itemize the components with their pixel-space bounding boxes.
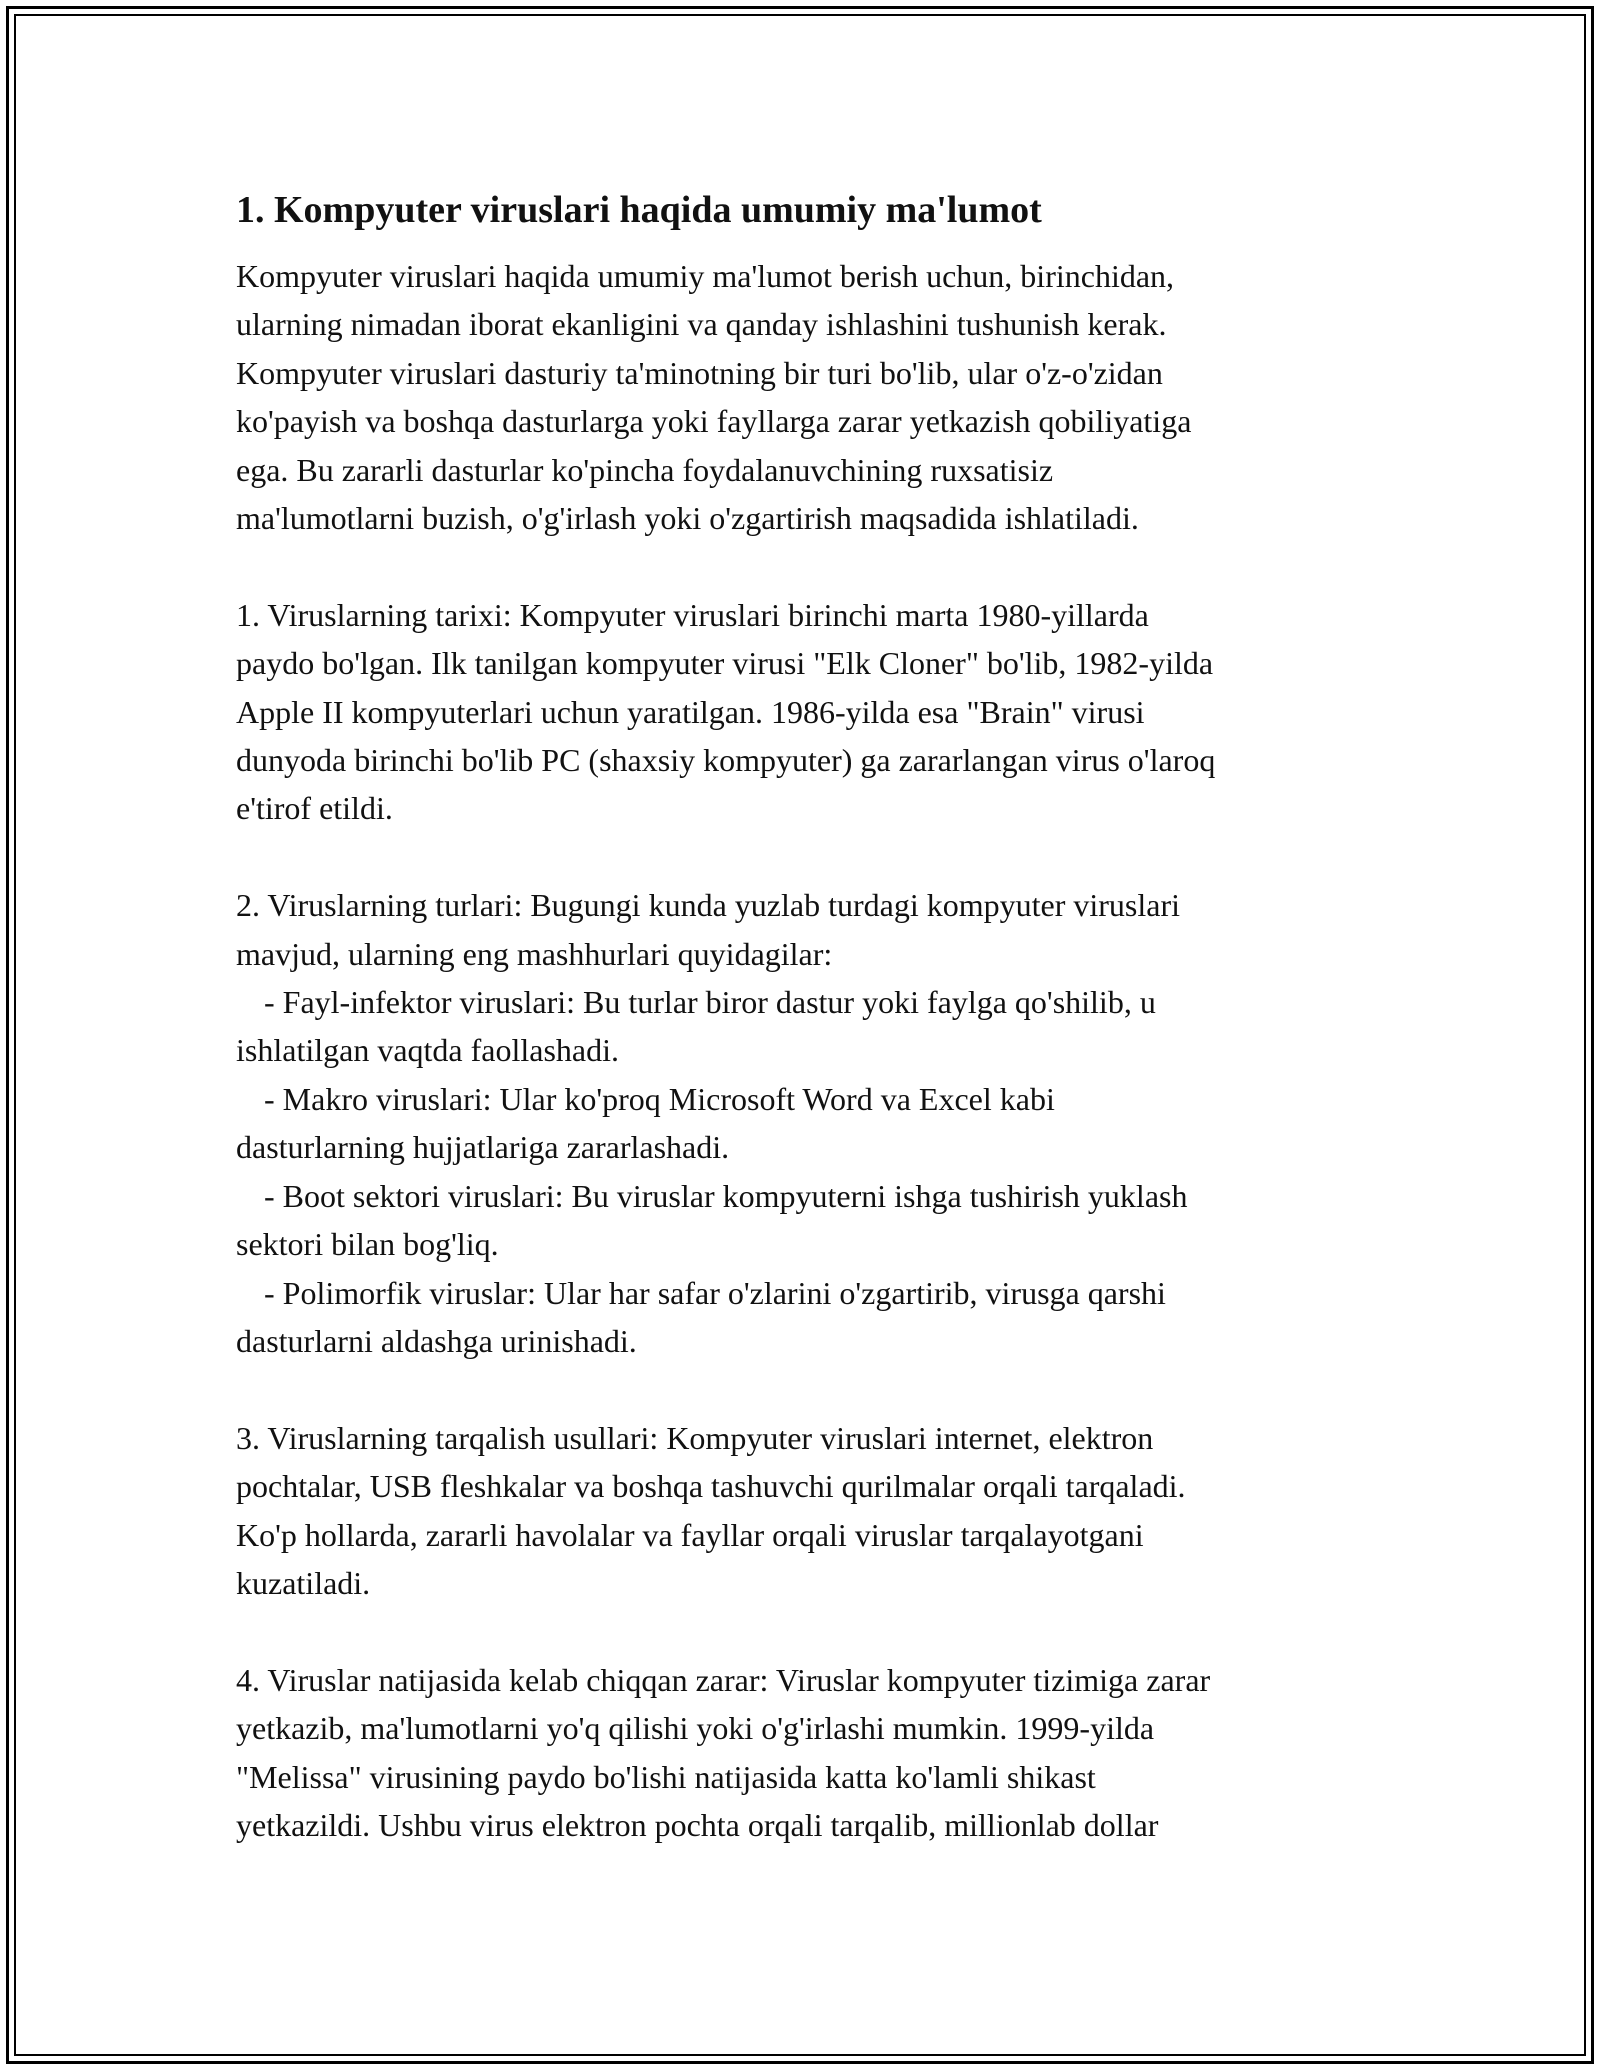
text-line: ega. Bu zararli dasturlar ko'pincha foydalanuvchining ruxsatisiz bbox=[236, 451, 1054, 488]
text-line: Ko'p hollarda, zararli havolalar va fayllar orqali viruslar tarqalayotgani bbox=[236, 1516, 1144, 1553]
text-line: pochtalar, USB fleshkalar va boshqa tashuvchi qurilmalar orqali tarqaladi. bbox=[236, 1468, 1186, 1505]
list-item-continuation: ishlatilgan vaqtda faollashadi. bbox=[236, 1032, 619, 1069]
text-line: "Melissa" virusining paydo bo'lishi natijasida katta ko'lamli shikast bbox=[236, 1758, 1096, 1795]
text-line: yetkazib, ma'lumotlarni yo'q qilishi yoki o'g'irlashi mumkin. 1999-yilda bbox=[236, 1710, 1155, 1747]
list-item-start: - Polimorfik viruslar: Ular har safar o'zlarini o'zgartirib, virusga qarshi bbox=[264, 1274, 1166, 1311]
text-line: 1. Viruslarning tarixi: Kompyuter viruslari birinchi marta 1980-yillarda bbox=[236, 596, 1149, 633]
text-line: Kompyuter viruslari dasturiy ta'minotning bir turi bo'lib, ular o'z-o'zidan bbox=[236, 354, 1163, 391]
list-item-continuation: sektori bilan bog'liq. bbox=[236, 1226, 499, 1263]
paragraph-gap bbox=[236, 1607, 1384, 1655]
text-line: ularning nimadan iborat ekanligini va qanday ishlashini tushunish kerak. bbox=[236, 306, 1167, 343]
list-item-start: - Makro viruslari: Ular ko'proq Microsoft Word va Excel kabi bbox=[264, 1080, 1055, 1117]
damage-paragraph bbox=[236, 1656, 1384, 1850]
text-line: mavjud, ularning eng mashhurlari quyidagilar: bbox=[236, 935, 833, 972]
text-line: 2. Viruslarning turlari: Bugungi kunda yuzlab turdagi kompyuter viruslari bbox=[236, 887, 1180, 924]
list-item-continuation: dasturlarning hujjatlariga zararlashadi. bbox=[236, 1129, 730, 1166]
text-line: 3. Viruslarning tarqalish usullari: Kompyuter viruslari internet, elektron bbox=[236, 1419, 1154, 1456]
document-body bbox=[236, 186, 1384, 1849]
text-line: kuzatiladi. bbox=[236, 1564, 371, 1601]
paragraph-gap bbox=[236, 542, 1384, 590]
list-item-start: - Fayl-infektor viruslari: Bu turlar biror dastur yoki faylga qo'shilib, u bbox=[264, 984, 1156, 1021]
list-item-start: - Boot sektori viruslari: Bu viruslar kompyuterni ishga tushirish yuklash bbox=[264, 1177, 1188, 1214]
text-line: Kompyuter viruslari haqida umumiy ma'lumot berish uchun, birinchidan, bbox=[236, 258, 1175, 294]
types-paragraph bbox=[236, 881, 1384, 1365]
spread-paragraph bbox=[236, 1414, 1384, 1608]
paragraph-gap bbox=[236, 833, 1384, 881]
list-item-continuation: dasturlarni aldashga urinishadi. bbox=[236, 1322, 637, 1359]
text-line: dunyoda birinchi bo'lib PC (shaxsiy kompyuter) ga zararlangan virus o'laroq bbox=[236, 742, 1216, 779]
paragraph-gap bbox=[236, 1365, 1384, 1413]
text-line: ko'payish va boshqa dasturlarga yoki fayllarga zarar yetkazish qobiliyatiga bbox=[236, 403, 1192, 440]
intro-paragraph bbox=[236, 252, 1384, 542]
text-line: yetkazildi. Ushbu virus elektron pochta orqali tarqalib, millionlab dollar bbox=[236, 1806, 1159, 1843]
text-line: paydo bo'lgan. Ilk tanilgan kompyuter virusi "Elk Cloner" bo'lib, 1982-yilda bbox=[236, 645, 1214, 682]
text-line: e'tirof etildi. bbox=[236, 790, 393, 827]
text-line: Apple II kompyuterlari uchun yaratilgan. 1986-yilda esa "Brain" virusi bbox=[236, 693, 1145, 730]
text-line: ma'lumotlarni buzish, o'g'irlash yoki o'zgartirish maqsadida ishlatiladi. bbox=[236, 500, 1139, 537]
text-line: 4. Viruslar natijasida kelab chiqqan zarar: Viruslar kompyuter tizimiga zarar bbox=[236, 1661, 1211, 1698]
section-heading: 1. Kompyuter viruslari haqida umumiy ma'lumot bbox=[236, 189, 1042, 231]
history-paragraph bbox=[236, 591, 1384, 833]
